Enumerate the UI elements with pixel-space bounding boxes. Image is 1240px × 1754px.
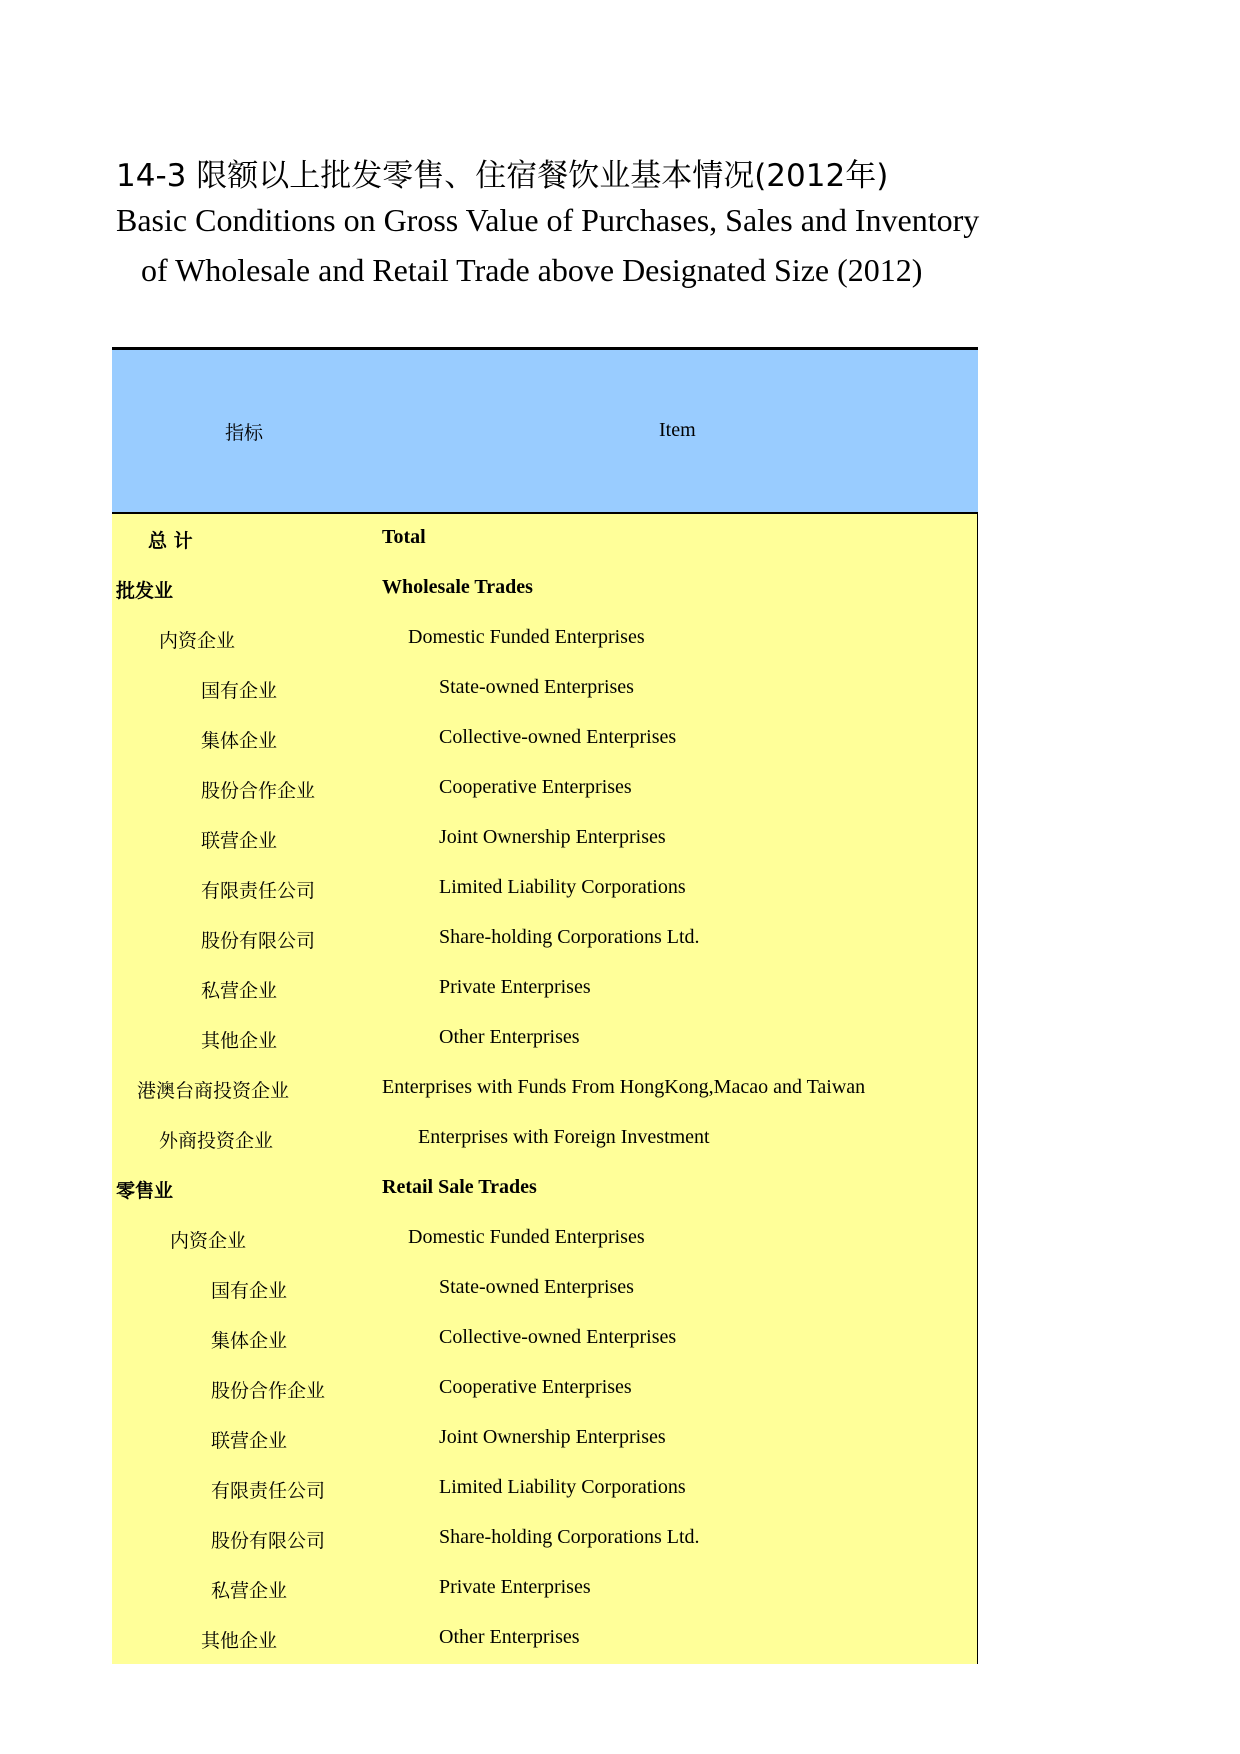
table-body: [112, 514, 978, 1664]
row-label-zh: 内资企业: [159, 630, 236, 652]
row-label-zh: 其他企业: [201, 1030, 278, 1052]
table-row: [112, 1314, 977, 1364]
table-row: [112, 1614, 977, 1664]
row-label-en: State-owned Enterprises: [439, 676, 634, 698]
table-row: [112, 764, 977, 814]
header-item-zh: 指标: [225, 422, 264, 444]
row-label-zh: 港澳台商投资企业: [137, 1080, 290, 1102]
table-row: [112, 614, 977, 664]
row-label-zh: 股份有限公司: [211, 1530, 326, 1552]
table-row: [112, 964, 977, 1014]
row-label-en: State-owned Enterprises: [439, 1276, 634, 1298]
row-label-zh: 有限责任公司: [201, 880, 316, 902]
table-row-wholesale: [112, 564, 977, 614]
row-label-zh: 私营企业: [201, 980, 278, 1002]
row-label-en: Joint Ownership Enterprises: [439, 1426, 666, 1448]
row-label-zh: 股份合作企业: [201, 780, 316, 802]
table-row: [112, 714, 977, 764]
table-row: [112, 814, 977, 864]
table-row: [112, 1214, 977, 1264]
row-label-zh: 集体企业: [211, 1330, 288, 1352]
table-row: [112, 1114, 977, 1164]
row-label-en: Enterprises with Funds From HongKong,Macao and Taiwan: [382, 1076, 866, 1098]
row-label-en: Other Enterprises: [439, 1026, 580, 1048]
row-label-en: Collective-owned Enterprises: [439, 726, 677, 748]
row-label-en: Domestic Funded Enterprises: [408, 626, 645, 648]
row-label-en: Cooperative Enterprises: [439, 776, 632, 798]
row-label-en: Other Enterprises: [439, 1626, 580, 1648]
row-label-en: Limited Liability Corporations: [439, 876, 686, 898]
table-row: [112, 1264, 977, 1314]
row-label-en: Retail Sale Trades: [382, 1176, 537, 1198]
row-label-en: Share-holding Corporations Ltd.: [439, 1526, 700, 1548]
row-label-en: Private Enterprises: [439, 976, 591, 998]
table-title-en-line1: Basic Conditions on Gross Value of Purchases, Sales and Inventory: [116, 202, 980, 238]
row-label-zh: 有限责任公司: [211, 1480, 326, 1502]
row-label-zh: 联营企业: [211, 1430, 288, 1452]
header-item-en: Item: [659, 419, 696, 441]
row-label-zh: 其他企业: [201, 1630, 278, 1652]
row-label-zh: 股份有限公司: [201, 930, 316, 952]
table-row: [112, 1464, 977, 1514]
table-row: [112, 1514, 977, 1564]
table-row: [112, 1564, 977, 1614]
row-label-zh: 零售业: [116, 1180, 174, 1202]
row-label-en: Joint Ownership Enterprises: [439, 826, 666, 848]
row-label-zh: 批发业: [116, 580, 174, 602]
statistics-table: [112, 347, 978, 1664]
table-row-retail: [112, 1164, 977, 1214]
table-header: [112, 347, 978, 514]
table-title-en-line2: of Wholesale and Retail Trade above Designated Size (2012): [141, 252, 923, 288]
row-label-zh: 内资企业: [170, 1230, 247, 1252]
table-row: [112, 1014, 977, 1064]
row-label-en: Total: [382, 526, 426, 548]
row-label-zh: 私营企业: [211, 1580, 288, 1602]
table-row: [112, 914, 977, 964]
row-label-zh: 集体企业: [201, 730, 278, 752]
table-row: [112, 1414, 977, 1464]
table-row: [112, 1364, 977, 1414]
row-label-en: Enterprises with Foreign Investment: [418, 1126, 710, 1148]
row-label-zh: 联营企业: [201, 830, 278, 852]
table-title-zh: 14-3 限额以上批发零售、住宿餐饮业基本情况(2012年): [116, 158, 889, 194]
row-label-en: Wholesale Trades: [382, 576, 533, 598]
row-label-en: Private Enterprises: [439, 1576, 591, 1598]
table-row: [112, 1064, 977, 1114]
row-label-zh: 股份合作企业: [211, 1380, 326, 1402]
row-label-zh: 总 计: [148, 530, 193, 552]
row-label-en: Cooperative Enterprises: [439, 1376, 632, 1398]
row-label-zh: 国有企业: [211, 1280, 288, 1302]
row-label-en: Limited Liability Corporations: [439, 1476, 686, 1498]
row-label-zh: 国有企业: [201, 680, 278, 702]
table-row: [112, 864, 977, 914]
table-row-total: [112, 514, 977, 564]
row-label-zh: 外商投资企业: [159, 1130, 274, 1152]
row-label-en: Domestic Funded Enterprises: [408, 1226, 645, 1248]
row-label-en: Share-holding Corporations Ltd.: [439, 926, 700, 948]
row-label-en: Collective-owned Enterprises: [439, 1326, 677, 1348]
table-row: [112, 664, 977, 714]
